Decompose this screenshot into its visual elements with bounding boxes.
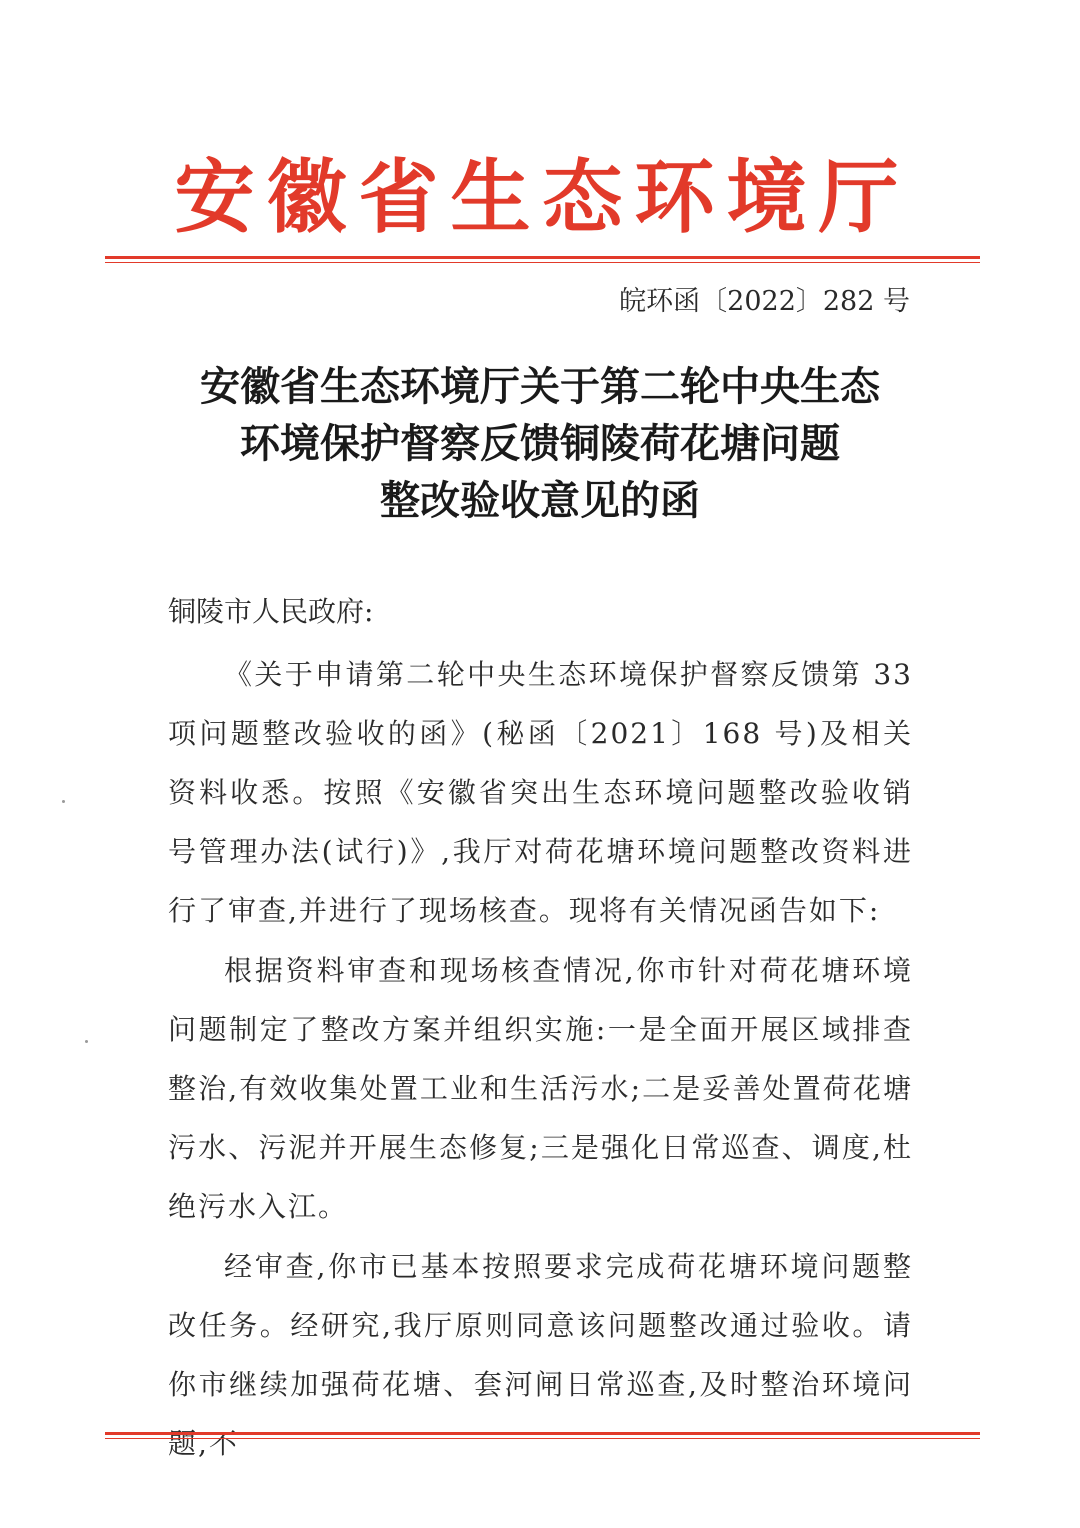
letterhead-red-rule (105, 256, 980, 263)
document-title (120, 358, 960, 529)
document-title-line: 整改验收意见的函 (380, 477, 700, 524)
body-paragraph: 《关于申请第二轮中央生态环境保护督察反馈第 33 项问题整改验收的函》(秘函〔2021〕168 号)及相关资料收悉。按照《安徽省突出生态环境问题整改验收销号管理办法(试行)》,我厅对荷花塘环境问题整改资料进行了审查,并进行了现场核查。现将有关情况函告如下: (168, 658, 913, 927)
addressee: 铜陵市人民政府: (168, 595, 374, 628)
footer-red-rule (105, 1432, 980, 1439)
document-number: 皖环函〔2022〕282 号 (619, 286, 910, 317)
body-paragraph: 根据资料审查和现场核查情况,你市针对荷花塘环境问题制定了整改方案并组织实施:一是全面开展区域排查整治,有效收集处置工业和生活污水;二是妥善处置荷花塘污水、污泥并开展生态修复;三是强化日常巡查、调度,杜绝污水入江。 (168, 954, 913, 1223)
body-paragraph: 经审查,你市已基本按照要求完成荷花塘环境问题整改任务。经研究,我厅原则同意该问题整改通过验收。请你市继续加强荷花塘、套河闸日常巡查,及时整治环境问题,不 (168, 1250, 913, 1460)
scan-speck (85, 1040, 88, 1043)
document-title-line: 安徽省生态环境厅关于第二轮中央生态 (200, 363, 880, 410)
letterhead-agency-name: 安徽省生态环境厅 (174, 150, 911, 244)
document-title-line: 环境保护督察反馈铜陵荷花塘问题 (240, 420, 840, 467)
scan-speck (62, 800, 65, 803)
